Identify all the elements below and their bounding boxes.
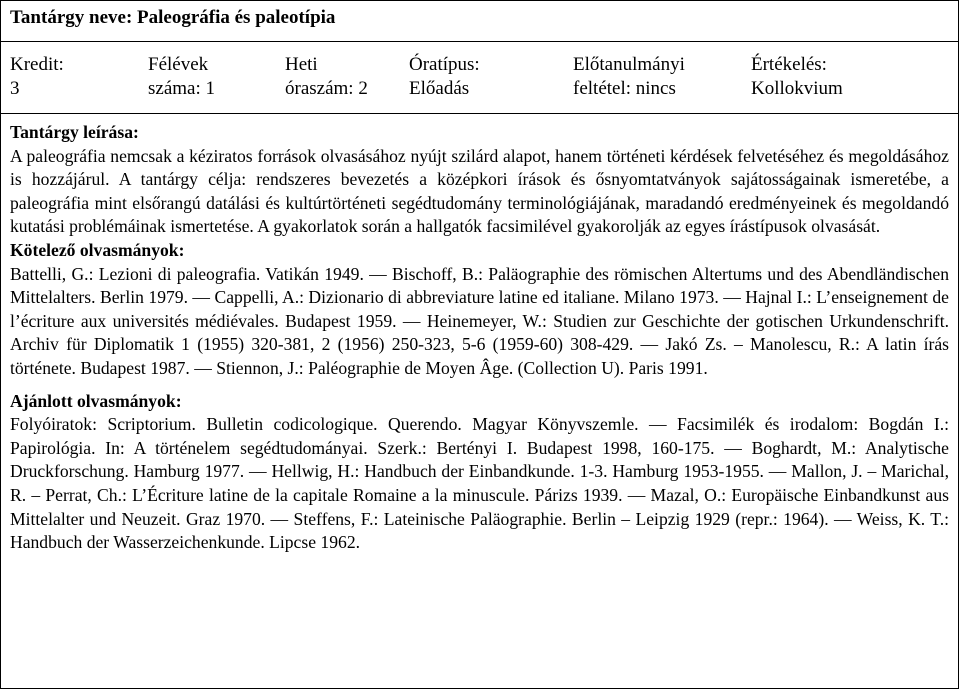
class-type-field [409, 53, 573, 101]
semesters-value: száma: 1 [148, 78, 216, 99]
body-cell [1, 114, 959, 689]
prerequisite-value: feltétel: nincs [573, 78, 676, 99]
info-row [1, 42, 958, 101]
class-type-value: Előadás [409, 78, 470, 99]
weekly-hours-label: Heti [285, 54, 318, 75]
required-readings-text: Battelli, G.: Lezioni di paleografia. Vatikán 1949. — Bischoff, B.: Paläographie des römischen Altertums und des Abendländischen Mittelalters. Berlin 1979. — Cappelli, A.: Dizionario di abbreviature latine ed italiane. Milano 1973. — Hajnal I.: L’enseignement de l’écriture aux universités médiévales. Budapest 1959. — Heinemeyer, W.: Studien zur Geschichte der gotischen Urkundenschrift. Archiv für Diplomatik 1 (1955) 320-381, 2 (1956) 250-323, 5-6 (1959-60) 308-429. — Jakó Zs. – Manolescu, R.: A latin írás története. Budapest 1987. — Stiennon, J.: Paléographie de Moyen Âge. (Collection U). Paris 1991. [10, 263, 949, 378]
credit-label: Kredit: [10, 54, 64, 75]
course-body [1, 114, 958, 555]
semesters-field [148, 53, 285, 101]
evaluation-field [751, 53, 951, 101]
course-title: Tantárgy neve: Paleográfia és paleotípia [10, 7, 336, 28]
info-cell [1, 42, 959, 114]
credit-field [10, 53, 148, 101]
prerequisite-label: Előtanulmányi [573, 54, 685, 75]
credit-value: 3 [10, 78, 20, 99]
evaluation-value: Kollokvium [751, 78, 843, 99]
description-heading: Tantárgy leírása: [10, 122, 139, 142]
weekly-hours-value: óraszám: 2 [285, 78, 368, 99]
section-spacer [10, 381, 949, 390]
description-text: A paleográfia nemcsak a kéziratos források olvasásához nyújt szilárd alapot, hanem történeti kérdések felvetéséhez és megoldásához is hozzájárul. A tantárgy célja: rendszeres bevezetés a középkori írások és ősnyomtatványok sajátosságainak ismeretébe, a paleográfia mint elsőrangú datálási és kultúrtörténeti segédtudomány terminológiájának, maradandó eredményeinek és megoldandó kutatási problémáinak ismertetése. A gyakorlatok során a hallgatók facsimilével gyakorolják az egyes írástípusok olvasását. [10, 145, 949, 237]
recommended-readings-heading: Ajánlott olvasmányok: [10, 390, 182, 411]
weekly-hours-field [285, 53, 409, 101]
evaluation-label: Értékelés: [751, 54, 827, 75]
required-readings-heading: Kötelező olvasmányok: [10, 239, 185, 260]
title-cell [1, 1, 959, 42]
recommended-readings-text: Folyóiratok: Scriptorium. Bulletin codicologique. Querendo. Magyar Könyvszemle. — Facsimilék és irodalom: Bogdán I.: Papirológia. In: A történelem segédtudományai. Szerk.: Bertényi I. Budapest 1998, 160-175. — Boghardt, M.: Analytische Druckforschung. Hamburg 1977. — Hellwig, H.: Handbuch der Einbandkunde. 1-3. Hamburg 1953-1955. — Mallon, J. – Marichal, R. – Perrat, Ch.: L’Écriture latine de la capitale Romaine a la minuscule. Párizs 1939. — Mazal, O.: Europäische Einbandkunst aus Mittelalter und Neuzeit. Graz 1970. — Steffens, F.: Lateinische Paläographie. Berlin – Leipzig 1929 (repr.: 1964). — Weiss, K. T.: Handbuch der Wasserzeichenkunde. Lipcse 1962. [10, 414, 949, 553]
prerequisite-field [573, 53, 751, 101]
class-type-label: Óratípus: [409, 54, 480, 75]
semesters-label: Félévek [148, 54, 209, 75]
